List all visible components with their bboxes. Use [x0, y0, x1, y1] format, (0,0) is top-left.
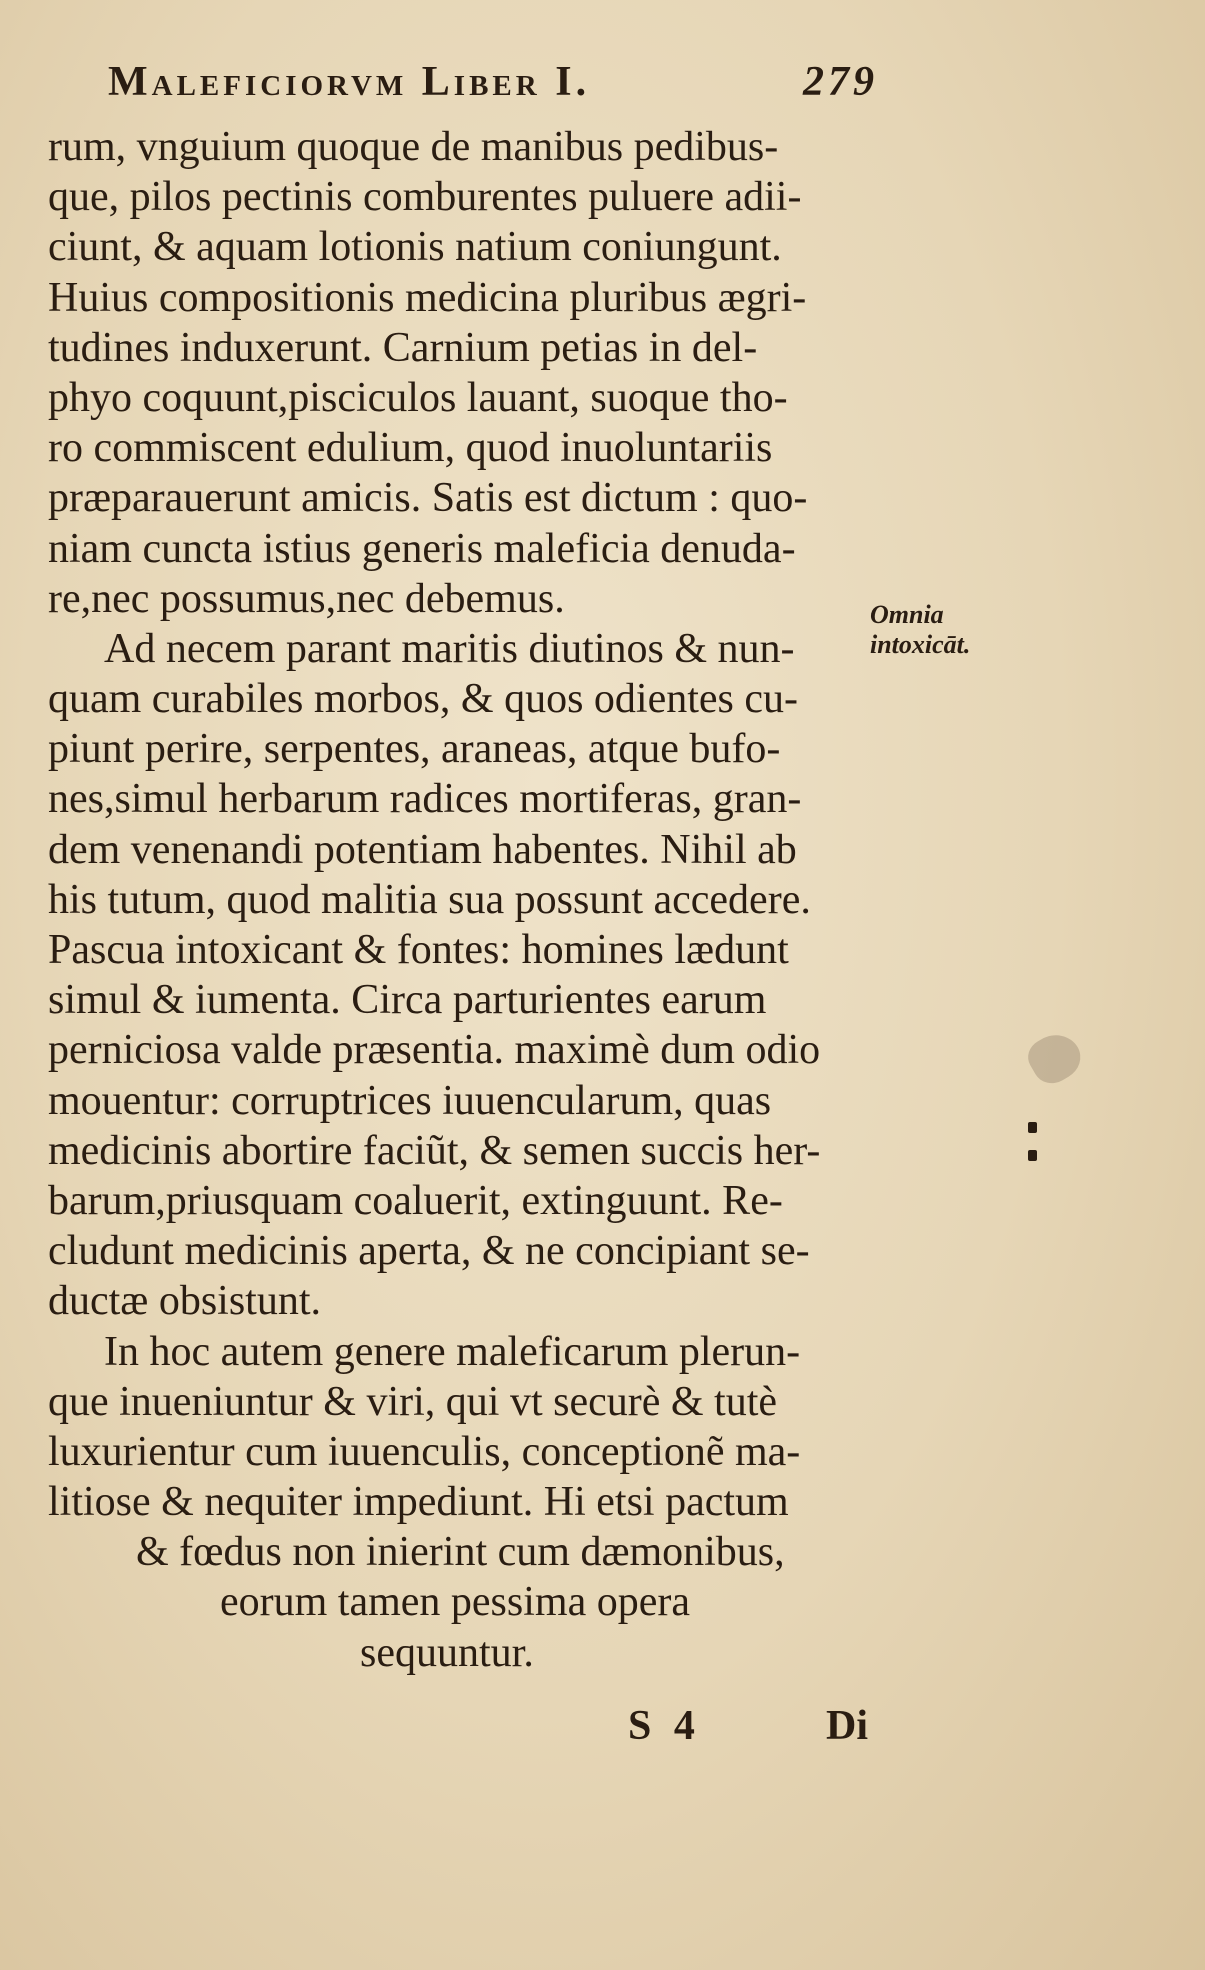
ink-smudge [1022, 1026, 1088, 1091]
page-number: 279 [803, 59, 878, 105]
text-line: phyo coquunt,pisciculos lauant, suoque tho- [48, 374, 788, 421]
paragraph-start-line: Ad necem parant maritis diutinos & nun- [104, 625, 795, 672]
margin-note [870, 600, 1020, 660]
paragraph-start-line: In hoc autem genere maleficarum plerun- [104, 1328, 801, 1375]
catchword: Di [826, 1703, 868, 1749]
text-line: mouentur: corruptrices iuuencularum, quas [48, 1077, 772, 1124]
text-line: sequuntur. [360, 1629, 534, 1676]
text-line: niam cuncta istius generis maleficia denuda- [48, 525, 796, 572]
text-line: que inueniuntur & viri, qui vt securè & tutè [48, 1378, 778, 1425]
text-line: ro commiscent edulium, quod inuoluntariis [48, 425, 773, 472]
text-line: Huius compositionis medicina pluribus ægri- [48, 274, 807, 321]
text-line: quam curabiles morbos, & quos odientes cu- [48, 676, 799, 723]
text-line: rum, vnguium quoque de manibus pedibus- [48, 124, 779, 170]
text-line: luxurientur cum iuuenculis, conceptionẽ ma- [48, 1428, 801, 1475]
running-title: Maleficiorvm Liber I. [108, 59, 591, 105]
page-header [108, 58, 878, 116]
text-line: piunt perire, serpentes, araneas, atque bufo- [48, 726, 781, 773]
text-line: tudines induxerunt. Carnium petias in del- [48, 324, 758, 371]
text-line: præparauerunt amicis. Satis est dictum : quo- [48, 475, 808, 522]
ink-dot [1028, 1150, 1037, 1161]
ink-dot [1028, 1122, 1037, 1133]
text-line: perniciosa valde præsentia. maximè dum odio [48, 1027, 821, 1074]
text-line: medicinis abortire faciũt, & semen succis her- [48, 1127, 821, 1174]
text-line: nes,simul herbarum radices mortiferas, gran- [48, 776, 802, 823]
text-line: re,nec possumus,nec debemus. [48, 575, 565, 622]
body-text [48, 122, 878, 1678]
page-footer [628, 1702, 868, 1752]
margin-note-line: intoxicāt. [870, 630, 971, 659]
text-line: ductæ obsistunt. [48, 1278, 322, 1325]
text-line: simul & iumenta. Circa parturientes earum [48, 977, 767, 1024]
text-line: his tutum, quod malitia sua possunt accedere. [48, 876, 811, 923]
text-line: ciunt, & aquam lotionis natium coniungunt. [48, 224, 782, 271]
margin-note-line: Omnia [870, 600, 944, 629]
text-line: Pascua intoxicant & fontes: homines lædunt [48, 927, 789, 973]
text-line: cludunt medicinis aperta, & ne concipiant se- [48, 1228, 810, 1275]
text-line: litiose & nequiter impediunt. Hi etsi pactum [48, 1479, 789, 1526]
text-line: eorum tamen pessima opera [220, 1579, 690, 1626]
signature-mark: S 4 [628, 1703, 701, 1749]
text-line: barum,priusquam coaluerit, extinguunt. Re- [48, 1177, 783, 1224]
text-line: dem venenandi potentiam habentes. Nihil ab [48, 826, 797, 873]
text-line: que, pilos pectinis comburentes puluere adii- [48, 174, 802, 221]
text-line: & fœdus non inierint cum dæmonibus, [136, 1529, 785, 1576]
